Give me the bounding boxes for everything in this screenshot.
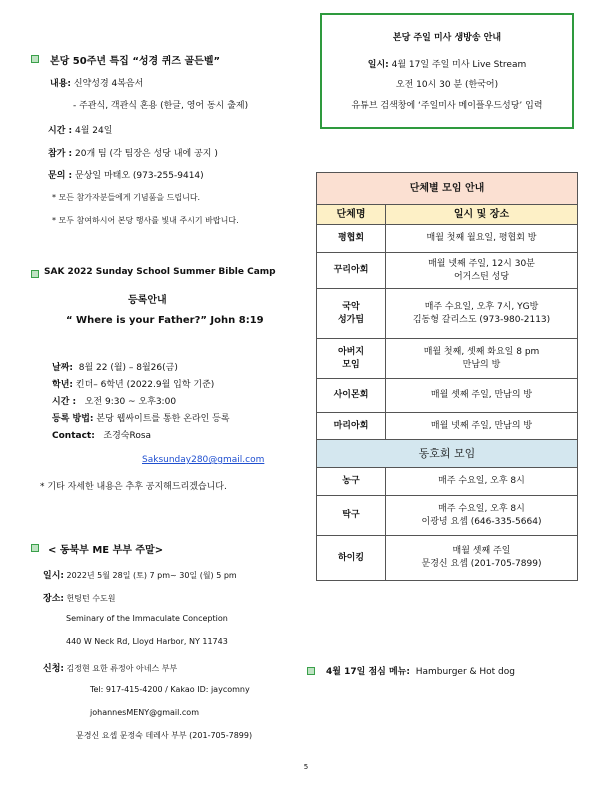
quiz-join-label: 참가 : (48, 149, 73, 159)
me-place-label: 장소: (43, 594, 64, 604)
group-schedule-line1: 매월 넷째 주일, 만남의 방 (430, 420, 533, 431)
me-date-label: 일시: (43, 571, 64, 581)
quiz-contact-value: 문상일 마태오 (973-255-9414) (75, 171, 204, 181)
me-date-value: 2022년 5월 28일 (토) 7 pm~ 30일 (월) 5 pm (66, 571, 237, 580)
camp-contact (52, 428, 151, 441)
live-line-3: 유튜브 검색창에 ‘주일미사 메이플우드성당’ 입력 (351, 101, 543, 111)
camp-time-value: 오전 9:30 ~ 오후3:00 (84, 397, 177, 407)
quiz-contact-label: 문의 : (48, 171, 73, 181)
table-row (317, 496, 578, 536)
club-name: 농구 (317, 468, 386, 496)
me-apply-value: 김정현 요한 류정아 아네스 부부 (66, 664, 178, 673)
table-row (317, 536, 578, 581)
me-apply-label: 신청: (43, 664, 64, 674)
camp-reg-value: 본당 웹싸이트를 통한 온라인 등록 (96, 414, 230, 424)
camp-bullet-icon (31, 270, 39, 278)
club-schedule-line1: 매주 수요일, 오후 8시 (438, 503, 525, 514)
group-schedule-line1: 매월 넷째 주일, 12시 30분 (428, 258, 535, 269)
group-schedule-line2: 어거스틴 성당 (453, 271, 510, 282)
group-schedule-line1: 매월 첫째 월요일, 평협회 방 (426, 233, 537, 243)
group-schedule-line2: 김동형 갈리스도 (973-980-2113) (412, 314, 551, 325)
club-name: 탁구 (317, 496, 386, 536)
quiz-content-value: 신약성경 4복음서 (73, 79, 144, 89)
me-tel: Tel: 917-415-4200 / Kakao ID: jaycomny (90, 685, 250, 694)
groups-col-schedule: 일시 및 장소 (386, 205, 578, 225)
camp-contact-value: 조경숙Rosa (103, 431, 152, 441)
camp-note: * 기타 자세한 내용은 추후 공지해드리겠습니다. (40, 482, 227, 492)
quiz-time (48, 123, 112, 136)
table-row (317, 253, 578, 289)
quiz-note-2: * 모두 참여하시어 본당 행사를 빛내 주시기 바랍니다. (52, 216, 239, 225)
quiz-content-label: 내용: (50, 79, 71, 89)
camp-contact-label: Contact: (52, 431, 95, 441)
club-schedule (386, 536, 578, 581)
live-line-1 (322, 57, 572, 70)
quiz-time-label: 시간 : (48, 126, 73, 136)
group-name: 마리아회 (317, 413, 386, 440)
quiz-time-value: 4월 24일 (75, 126, 113, 136)
quiz-title: 본당 50주년 특집 “성경 퀴즈 골든벨” (50, 56, 221, 67)
club-schedule-line2: 이광녕 요셉 (646-335-5664) (421, 516, 542, 527)
camp-theme: “ Where is your Father?” John 8:19 (66, 315, 264, 326)
lunch-bullet-icon (307, 667, 315, 675)
camp-grade (52, 377, 214, 390)
camp-date-label: 날짜: (52, 363, 73, 373)
group-schedule (386, 289, 578, 339)
group-schedule (386, 253, 578, 289)
groups-title: 단체별 모임 안내 (317, 173, 578, 205)
group-name-line1: 아버지 (337, 346, 365, 357)
table-row (317, 413, 578, 440)
lunch-label: 4월 17일 점심 메뉴: (326, 667, 410, 677)
lunch-menu (326, 664, 515, 677)
me-bullet-icon (31, 544, 39, 552)
quiz-content-value2: - 주관식, 객관식 혼용 (한글, 영어 동시 출제) (73, 101, 249, 111)
me-place (43, 591, 115, 604)
me-place-value: 헌팅턴 수도원 (66, 594, 116, 603)
group-name-line2: 모임 (342, 359, 360, 370)
club-schedule-line1: 매주 수요일, 오후 8시 (438, 476, 525, 486)
group-schedule-line1: 매월 첫째, 셋째 화요일 8 pm (423, 346, 540, 357)
group-name: 사이몬회 (317, 379, 386, 413)
group-name-line2: 성가팀 (337, 314, 365, 325)
lunch-value: Hamburger & Hot dog (415, 667, 515, 677)
camp-time-label: 시간 : (52, 397, 77, 407)
table-row (317, 468, 578, 496)
table-header-row (317, 205, 578, 225)
club-schedule (386, 468, 578, 496)
camp-date-value: 8월 22 (월) – 8월26(금) (78, 363, 178, 373)
me-title: < 동북부 ME 부부 주말> (48, 545, 164, 556)
club-title: 동호회 모임 (317, 440, 578, 468)
group-name-line1: 국악 (342, 301, 360, 312)
group-schedule (386, 379, 578, 413)
camp-grade-value: 킨더– 6학년 (2022.9월 입학 기준) (75, 380, 215, 390)
group-schedule-line1: 매월 셋째 주일, 만남의 방 (430, 390, 533, 400)
club-schedule-line1: 매월 셋째 주일 (452, 546, 511, 556)
quiz-join-value: 20개 팀 (각 팀장은 성당 내에 공지 ) (75, 149, 218, 159)
quiz-contact (48, 168, 204, 181)
camp-reg (52, 411, 230, 424)
group-name (317, 339, 386, 379)
club-schedule (386, 496, 578, 536)
club-title-row (317, 440, 578, 468)
live-line-1-label: 일시: (367, 60, 389, 70)
live-stream-box (320, 13, 574, 129)
me-place-line2: Seminary of the Immaculate Conception (66, 614, 228, 623)
group-schedule-line1: 매주 수요일, 오후 7시, YG방 (424, 301, 539, 312)
live-title: 본당 주일 미사 생방송 안내 (392, 33, 502, 43)
group-schedule (386, 339, 578, 379)
group-schedule (386, 413, 578, 440)
me-date (43, 568, 237, 581)
group-name (317, 289, 386, 339)
me-place-line3: 440 W Neck Rd, Lloyd Harbor, NY 11743 (66, 637, 228, 646)
camp-date (52, 360, 178, 373)
quiz-bullet-icon (31, 55, 39, 63)
camp-title: SAK 2022 Sunday School Summer Bible Camp (44, 267, 276, 277)
table-row (317, 339, 578, 379)
live-line-2: 오전 10시 30 분 (한국어) (395, 80, 499, 90)
camp-time (52, 394, 176, 407)
me-contact2: 문경신 요셉 문정숙 데레사 부부 (201-705-7899) (76, 731, 253, 740)
table-title-row (317, 173, 578, 205)
table-row (317, 379, 578, 413)
table-row (317, 289, 578, 339)
quiz-content (50, 76, 143, 89)
group-schedule-table (316, 172, 578, 581)
camp-reg-label: 등록 방법: (52, 414, 94, 424)
group-schedule-line2: 만남의 방 (462, 359, 501, 370)
quiz-join (48, 146, 218, 159)
me-apply (43, 661, 177, 674)
club-name: 하이킹 (317, 536, 386, 581)
camp-grade-label: 학년: (52, 380, 73, 390)
page-number: 5 (303, 763, 309, 771)
camp-email-link[interactable]: Saksunday280@gmail.com (142, 455, 265, 465)
me-email: johannesMENY@gmail.com (90, 708, 199, 717)
live-line-1-value: 4월 17일 주일 미사 Live Stream (391, 60, 527, 70)
group-name: 꾸리아회 (317, 253, 386, 289)
group-name: 평협회 (317, 225, 386, 253)
quiz-note-1: * 모든 참가자분들에게 기념품을 드립니다. (52, 193, 201, 202)
camp-subtitle: 등록안내 (128, 295, 167, 306)
group-schedule (386, 225, 578, 253)
groups-col-name: 단체명 (317, 205, 386, 225)
club-schedule-line2: 문경신 요셉 (201-705-7899) (421, 559, 542, 569)
table-row (317, 225, 578, 253)
